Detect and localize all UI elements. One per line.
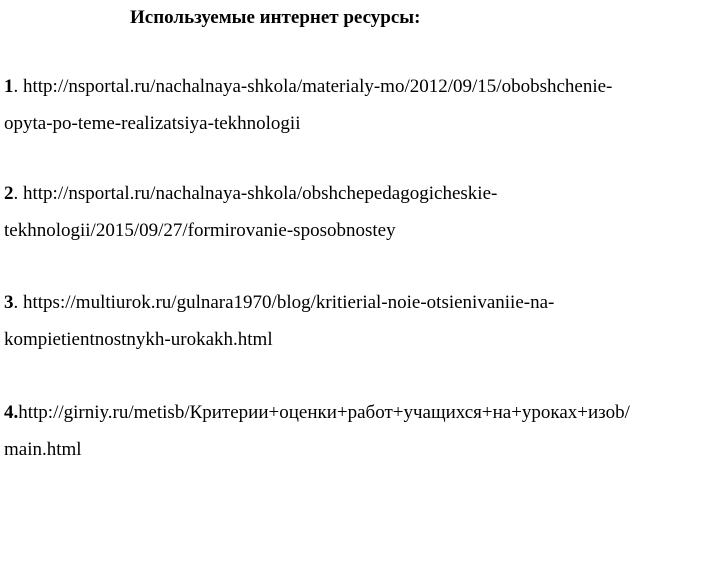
resource-line-2 (4, 431, 704, 468)
resource-link[interactable]: http://nsportal.ru/nachalnaya-shkola/materialy-mo/2012/09/15/obobshchenie- (23, 76, 613, 97)
resource-item-3 (4, 284, 704, 358)
resource-separator: . (13, 183, 23, 204)
resource-link[interactable]: http://nsportal.ru/nachalnaya-shkola/obshchepedagogicheskie- (23, 183, 498, 204)
resource-link[interactable]: https://multiurok.ru/gulnara1970/blog/kritierial-noie-otsienivaniie-na- (23, 292, 555, 313)
resource-link[interactable]: http://girniy.ru/metisb/Критерии+оценки+работ+учащихся+на+уроках+изоb/ (18, 402, 630, 423)
resource-link-continuation[interactable]: opyta-po-teme-realizatsiya-tekhnologii (4, 113, 301, 134)
resource-number: 4. (4, 402, 19, 423)
resource-line-2 (4, 321, 704, 358)
resource-separator: . (13, 76, 23, 97)
resource-separator: . (13, 292, 23, 313)
resource-line-1 (4, 284, 704, 321)
resource-item-2 (4, 175, 704, 249)
resource-item-1 (4, 68, 704, 142)
resource-item-4 (4, 394, 704, 468)
resource-link-continuation[interactable]: tekhnologii/2015/09/27/formirovanie-sposobnostey (4, 220, 396, 241)
resource-line-1 (4, 394, 704, 431)
resource-number: 3 (4, 292, 14, 313)
page-title: Используемые интернет ресурсы: (130, 7, 421, 28)
resource-line-2 (4, 212, 704, 249)
resource-number: 1 (4, 76, 14, 97)
resource-line-1 (4, 175, 704, 212)
resource-number: 2 (4, 183, 14, 204)
resource-line-2 (4, 105, 704, 142)
resource-line-1 (4, 68, 704, 105)
resource-link-continuation[interactable]: main.html (4, 439, 82, 460)
resource-link-continuation[interactable]: kompietientnostnykh-urokakh.html (4, 329, 273, 350)
